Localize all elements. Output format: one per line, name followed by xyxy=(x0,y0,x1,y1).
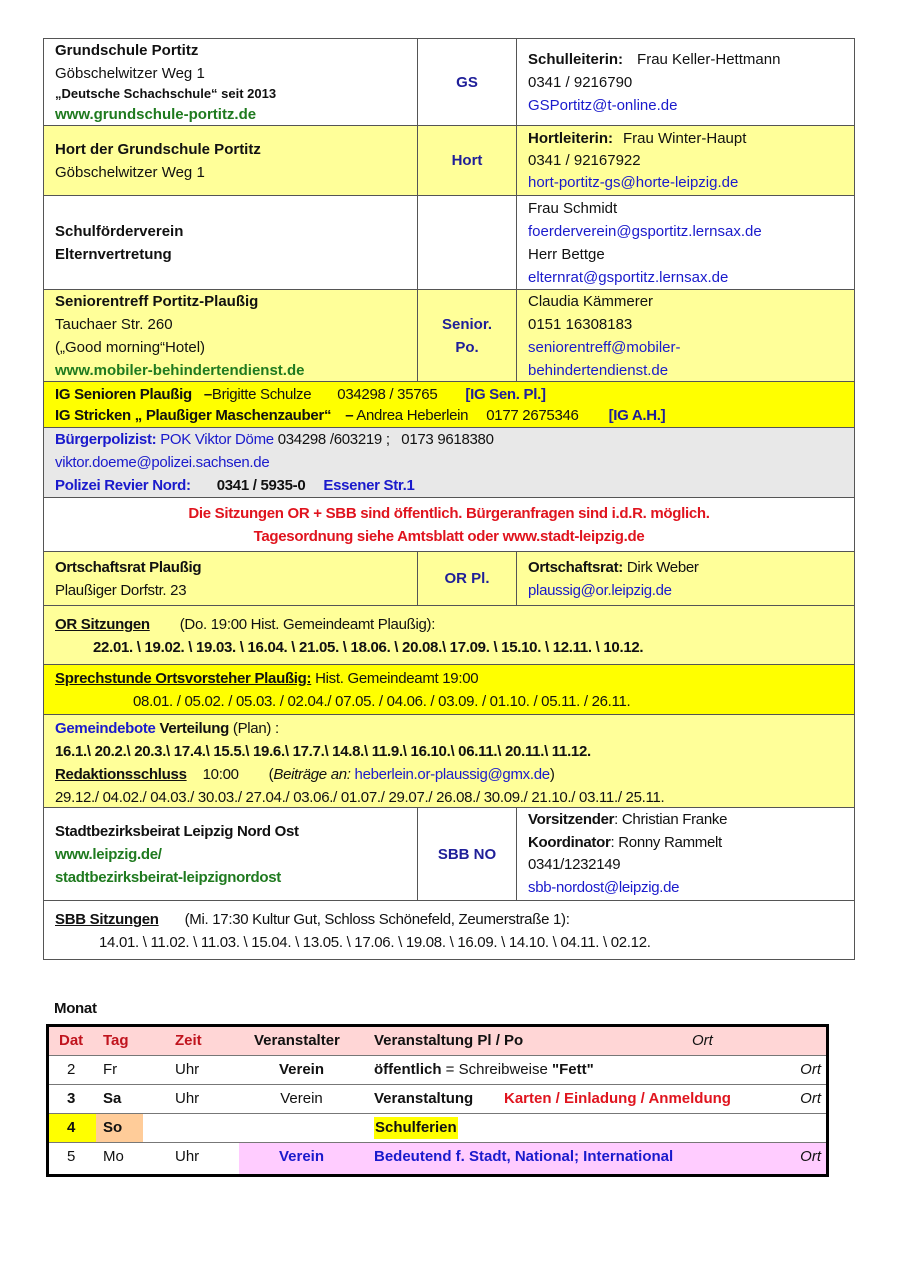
ortschaftsrat-name: Ortschaftsrat Plaußig xyxy=(55,558,202,576)
beitraege-email[interactable]: heberlein.or-plaussig@gmx.de xyxy=(354,766,550,783)
senioren-email-2[interactable]: behindertendienst.de xyxy=(528,361,669,379)
verein-person-2: Herr Bettge xyxy=(528,245,605,263)
event-karten: Karten / Einladung / Anmeldung xyxy=(504,1090,731,1107)
ortschaftsrat-contact xyxy=(516,551,855,606)
verein-abbr-empty xyxy=(417,195,517,290)
sbb-sitzungen-dates: 14.01. \ 11.02. \ 11.03. \ 15.04. \ 13.05. \ 17.06. \ 19.08. \ 16.09. \ 14.10. \ 04.11. \ 02.12. xyxy=(99,934,651,951)
polizei-label: Bürgerpolizist: xyxy=(55,431,157,448)
grundschule-name: Grundschule Portitz xyxy=(55,41,199,59)
hort-info xyxy=(43,125,418,196)
senioren-abbr-2: Po. xyxy=(455,338,479,356)
ig1-phone: 034298 / 35765 xyxy=(337,386,438,403)
ortschaftsrat-address: Plaußiger Dorfstr. 23 xyxy=(55,581,187,599)
sbb-phone: 0341/1232149 xyxy=(528,856,621,873)
header-ort: Ort xyxy=(692,1032,713,1049)
event-mid-text: = Schreibweise xyxy=(441,1061,552,1078)
event-zeit: Uhr xyxy=(175,1061,200,1078)
or-sitzungen-label: OR Sitzungen xyxy=(55,616,150,633)
ortschaftsrat-email[interactable]: plaussig@or.leipzig.de xyxy=(528,581,672,599)
ig2-tag: [IG A.H.] xyxy=(608,407,666,424)
or-sitzungen-info: (Do. 19:00 Hist. Gemeindeamt Plaußig): xyxy=(179,616,436,633)
grundschule-email[interactable]: GSPortitz@t-online.de xyxy=(528,96,678,114)
senioren-abbr xyxy=(417,289,517,382)
verein-name-1: Schulförderverein xyxy=(55,222,184,240)
senioren-name: Seniorentreff Portitz-Plaußig xyxy=(55,292,259,310)
verein-email-1[interactable]: foerderverein@gsportitz.lernsax.de xyxy=(528,222,762,240)
hort-role: Hortleiterin: xyxy=(528,129,614,147)
event-tag: Mo xyxy=(103,1148,124,1165)
polizei-revier: Polizei Revier Nord: xyxy=(55,477,191,494)
event-ort: Ort xyxy=(800,1061,821,1078)
ig1-name: IG Senioren Plaußig xyxy=(55,386,192,403)
senioren-address: Tauchaer Str. 260 xyxy=(55,315,173,333)
header-tag: Tag xyxy=(103,1032,129,1049)
sbb-role-1: Vorsitzender xyxy=(528,811,615,828)
event-tag: Fr xyxy=(103,1061,118,1078)
grundschule-phone: 0341 / 9216790 xyxy=(528,73,633,91)
sprechstunde-dates: 08.01. / 05.02. / 05.03. / 02.04./ 07.05. / 04.06. / 03.09. / 01.10. / 05.11. / 26.11. xyxy=(133,693,631,710)
ig2-person: Andrea Heberlein xyxy=(356,407,469,424)
sbb-abbr: SBB NO xyxy=(417,807,517,901)
ortschaftsrat-person: Dirk Weber xyxy=(626,558,699,576)
event-ort: Ort xyxy=(800,1148,821,1165)
hort-address: Göbschelwitzer Weg 1 xyxy=(55,163,205,181)
ig-line-1 xyxy=(55,384,843,405)
ortschaftsrat-info xyxy=(43,551,418,606)
header-zeit: Zeit xyxy=(175,1032,202,1049)
sbb-info xyxy=(43,807,418,901)
event-fett-text: "Fett" xyxy=(551,1061,594,1078)
event-dat: 4 xyxy=(49,1114,96,1142)
event-tag: So xyxy=(96,1114,143,1142)
polizei-email[interactable]: viktor.doeme@polizei.sachsen.de xyxy=(55,454,270,471)
hort-name: Hort der Grundschule Portitz xyxy=(55,140,261,158)
header-veranstaltung: Veranstaltung Pl / Po xyxy=(374,1032,524,1049)
hort-phone: 0341 / 92167922 xyxy=(528,151,641,169)
senioren-email-1[interactable]: seniorentreff@mobiler- xyxy=(528,338,681,356)
polizei-phones: 034298 /603219 ; 0173 9618380 xyxy=(277,431,494,448)
event-tag: Sa xyxy=(103,1090,122,1107)
beitraege-open: ( xyxy=(268,766,274,783)
sbb-sitzungen-label: SBB Sitzungen xyxy=(55,911,159,928)
verein-contact xyxy=(516,195,855,290)
polizei-revier-address: Essener Str.1 xyxy=(323,477,415,494)
sprechstunde-label: Sprechstunde Ortsvorsteher Plaußig: xyxy=(55,670,312,687)
sbb-sitzungen-box xyxy=(43,900,855,960)
event-row[interactable] xyxy=(49,1114,826,1143)
ortschaftsrat-role: Ortschaftsrat: xyxy=(528,558,623,576)
beitraege-label: Beiträge an: xyxy=(273,766,351,783)
event-zeit: Uhr xyxy=(175,1148,200,1165)
sbb-url-1[interactable]: www.leipzig.de/ xyxy=(55,845,162,863)
polizei-person: POK Viktor Döme xyxy=(160,431,274,448)
gemeindebote-dates: 16.1.\ 20.2.\ 20.3.\ 17.4.\ 15.5.\ 19.6.\ 17.7.\ 14.8.\ 11.9.\ 16.10.\ 06.11.\ 20.11.\ 11.12. xyxy=(55,743,591,760)
event-ort: Ort xyxy=(800,1090,821,1107)
event-dat: 2 xyxy=(67,1061,76,1078)
senioren-contact xyxy=(516,289,855,382)
grundschule-url[interactable]: www.grundschule-portitz.de xyxy=(55,105,257,123)
ig-line-2 xyxy=(55,405,843,426)
notice-box xyxy=(43,497,855,552)
hort-person: Frau Winter-Haupt xyxy=(623,129,747,147)
ig2-name: IG Stricken „ Plaußiger Maschenzauber“ xyxy=(55,407,332,424)
grundschule-contact xyxy=(516,38,855,126)
senioren-phone: 0151 16308183 xyxy=(528,315,633,333)
verein-info xyxy=(43,195,418,290)
sbb-contact xyxy=(516,807,855,901)
ortschaftsrat-abbr: OR Pl. xyxy=(417,551,517,606)
senioren-abbr-1: Senior. xyxy=(441,315,493,333)
ig2-phone: 0177 2675346 xyxy=(486,407,579,424)
ig-box xyxy=(43,381,855,428)
verein-name-2: Elternvertretung xyxy=(55,245,172,263)
notice-line-2: Tagesordnung siehe Amtsblatt oder www.stadt-leipzig.de xyxy=(253,528,645,545)
senioren-url[interactable]: www.mobiler-behindertendienst.de xyxy=(55,361,305,379)
beitraege-close: ) xyxy=(549,766,555,783)
events-title: Monat xyxy=(54,1000,97,1017)
ig1-tag: [IG Sen. Pl.] xyxy=(465,386,546,403)
sbb-name: Stadtbezirksbeirat Leipzig Nord Ost xyxy=(55,822,299,840)
event-veranstaltung: Bedeutend f. Stadt, National; International xyxy=(374,1148,674,1165)
ig1-person: Brigitte Schulze xyxy=(211,386,312,403)
or-sitzungen-dates: 22.01. \ 19.02. \ 19.03. \ 16.04. \ 21.05. \ 18.06. \ 20.08.\ 17.09. \ 15.10. \ 12.11. \ 10.12. xyxy=(93,639,644,656)
sbb-person-1: : Christian Franke xyxy=(614,811,728,828)
gemeindebote-label: Verteilung xyxy=(159,720,229,737)
hort-contact xyxy=(516,125,855,196)
ig2-dash: – xyxy=(345,407,354,424)
events-table xyxy=(46,1024,829,1177)
sprechstunde-info: Hist. Gemeindeamt 19:00 xyxy=(315,670,479,687)
event-veranstaltung xyxy=(374,1056,594,1084)
event-zeit: Uhr xyxy=(175,1090,200,1107)
grundschule-note: „Deutsche Schachschule“ seit 2013 xyxy=(55,85,277,101)
grundschule-info xyxy=(43,38,418,126)
hort-abbr: Hort xyxy=(417,125,517,196)
event-dat: 5 xyxy=(67,1148,76,1165)
header-dat: Dat xyxy=(59,1032,84,1049)
event-row[interactable] xyxy=(49,1056,826,1085)
redaktion-label: Redaktionsschluss xyxy=(55,766,187,783)
ig1-dash: – xyxy=(203,386,212,403)
senioren-info xyxy=(43,289,418,382)
polizei-box xyxy=(43,427,855,498)
verein-person-1: Frau Schmidt xyxy=(528,199,618,217)
sbb-email[interactable]: sbb-nordost@leipzig.de xyxy=(528,878,680,896)
verein-email-2[interactable]: elternrat@gsportitz.lernsax.de xyxy=(528,268,729,286)
event-veranstaltung: Veranstaltung xyxy=(374,1090,474,1107)
senioren-person: Claudia Kämmerer xyxy=(528,292,654,310)
event-row[interactable] xyxy=(49,1085,826,1114)
event-schulferien: Schulferien xyxy=(374,1117,458,1139)
events-header-row xyxy=(49,1027,826,1056)
sprechstunde-box xyxy=(43,664,855,715)
event-veranstalter: Verein xyxy=(278,1061,325,1078)
sbb-role-2: Koordinator xyxy=(528,833,611,851)
redaktion-dates: 29.12./ 04.02./ 04.03./ 30.03./ 27.04./ 03.06./ 01.07./ 29.07./ 26.08./ 30.09./ 21.10./ 03.11./ 25.11. xyxy=(55,789,665,806)
gemeindebote-box xyxy=(43,714,855,808)
grundschule-role: Schulleiterin: xyxy=(528,50,624,68)
grundschule-person: Frau Keller-Hettmann xyxy=(637,50,781,68)
grundschule-abbr: GS xyxy=(417,38,517,126)
grundschule-address: Göbschelwitzer Weg 1 xyxy=(55,64,205,82)
redaktion-time: 10:00 xyxy=(202,766,239,783)
header-veranstalter: Veranstalter xyxy=(254,1032,340,1049)
or-sitzungen-box xyxy=(43,605,855,665)
gemeindebote-name: Gemeindebote xyxy=(55,720,156,737)
event-bold-text: öffentlich xyxy=(374,1061,442,1078)
event-veranstalter: Verein xyxy=(278,1148,325,1165)
polizei-revier-phone: 0341 / 5935-0 xyxy=(216,477,306,494)
event-dat: 3 xyxy=(67,1090,76,1107)
gemeindebote-plan: (Plan) : xyxy=(232,720,279,737)
sbb-url-2[interactable]: stadtbezirksbeirat-leipzignordost xyxy=(55,868,281,886)
notice-line-1: Die Sitzungen OR + SBB sind öffentlich. Bürgeranfragen sind i.d.R. möglich. xyxy=(188,505,710,522)
hort-email[interactable]: hort-portitz-gs@horte-leipzig.de xyxy=(528,173,739,191)
event-row[interactable] xyxy=(49,1143,826,1174)
event-veranstalter: Verein xyxy=(280,1090,323,1107)
sbb-person-2: : Ronny Rammelt xyxy=(610,833,722,851)
sbb-sitzungen-info: (Mi. 17:30 Kultur Gut, Schloss Schönefeld, Zeumerstraße 1): xyxy=(184,911,570,928)
senioren-hotel: („Good morning“Hotel) xyxy=(55,338,206,356)
